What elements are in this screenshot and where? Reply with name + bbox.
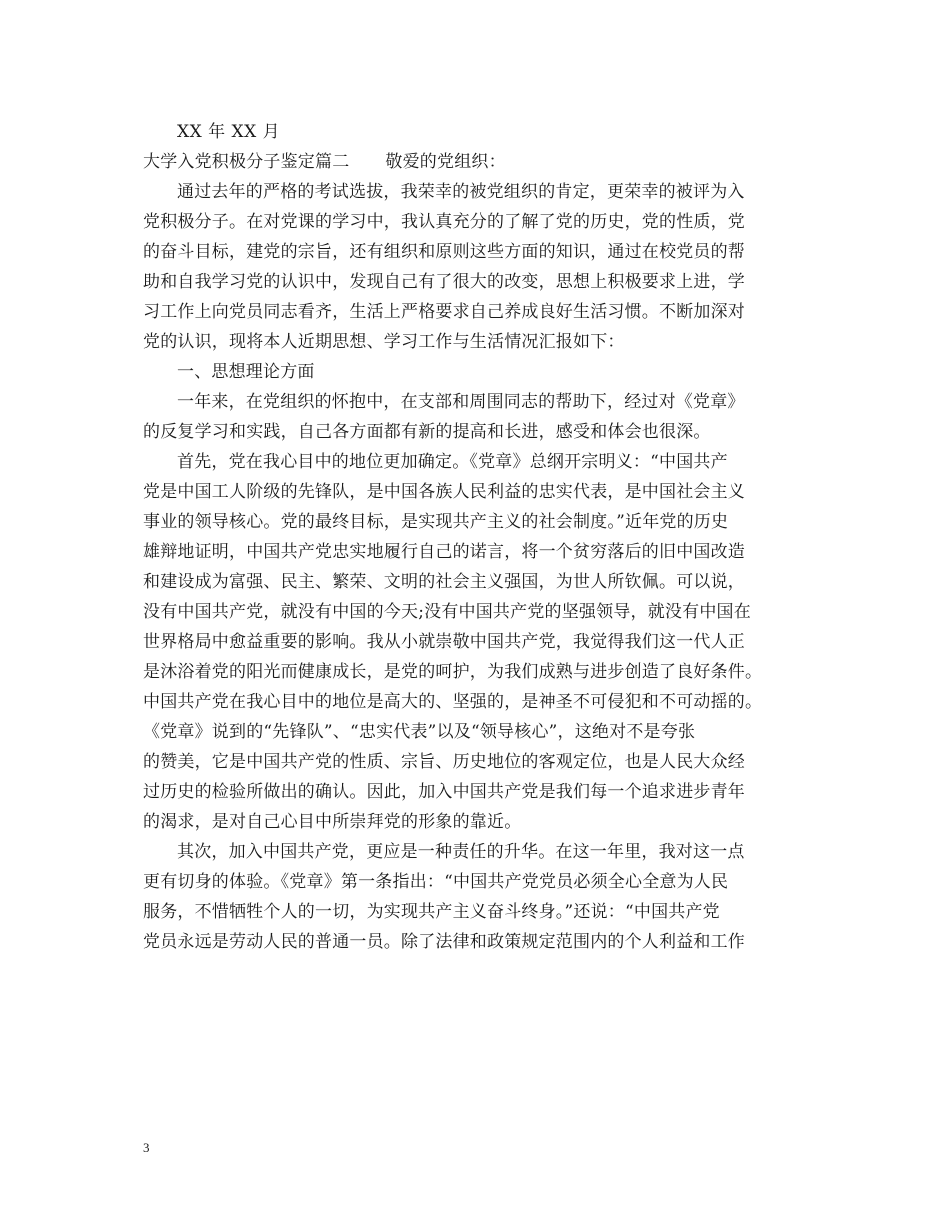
heading-line [143,147,813,177]
paragraph-line: 《党章》说到的“先锋队”、“忠实代表”以及“领导核心”，这绝对不是夸张 [143,722,696,742]
paragraph-line: 助和自我学习党的认识中，发现自己有了很大的改变，思想上积极要求上进，学 [143,272,745,292]
paragraph-line: 是沐浴着党的阳光而健康成长，是党的呵护，为我们成熟与进步创造了良好条件。 [143,662,763,682]
paragraph-line: 党是中国工人阶级的先锋队，是中国各族人民利益的忠实代表，是中国社会主义 [143,482,745,502]
salutation: 敬爱的党组织： [385,152,506,172]
document-body [143,117,813,957]
paragraph-line: 的渴求，是对自己心目中所崇拜党的形象的靠近。 [143,812,522,832]
paragraph-line: 更有切身的体验。《党章》第一条指出：“中国共产党党员必须全心全意为人民 [143,872,729,892]
paragraph-line: 首先，党在我心目中的地位更加确定。《党章》总纲开宗明义：“中国共产 [177,452,728,472]
document-heading: 大学入党积极分子鉴定篇二 [143,152,350,172]
paragraph-line: 过历史的检验所做出的确认。因此，加入中国共产党是我们每一个追求进步青年 [143,782,745,802]
paragraph-line: 中国共产党在我心目中的地位是高大的、坚强的，是神圣不可侵犯和不可动摇的。 [143,692,763,712]
date-line: XX 年 XX 月 [177,122,281,142]
paragraph-line: 党的认识，现将本人近期思想、学习工作与生活情况汇报如下： [143,332,625,352]
paragraph-line: 一年来，在党组织的怀抱中，在支部和周围同志的帮助下，经过对《党章》 [177,392,745,412]
paragraph-line: 服务，不惜牺牲个人的一切，为实现共产主义奋斗终身。”还说：“中国共产党 [143,902,720,922]
paragraph-line: 党积极分子。在对党课的学习中，我认真充分的了解了党的历史，党的性质，党 [143,212,745,232]
paragraph-line: 其次，加入中国共产党，更应是一种责任的升华。在这一年里，我对这一点 [177,842,745,862]
paragraph-line: 的赞美，它是中国共产党的性质、宗旨、历史地位的客观定位，也是人民大众经 [143,752,745,772]
paragraph-line: 事业的领导核心。党的最终目标，是实现共产主义的社会制度。”近年党的历史 [143,512,729,532]
paragraph-line: 习工作上向党员同志看齐，生活上严格要求自己养成良好生活习惯。不断加深对 [143,302,745,322]
paragraph-line: 党员永远是劳动人民的普通一员。除了法律和政策规定范围内的个人利益和工作 [143,932,745,952]
paragraph-line: 世界格局中愈益重要的影响。我从小就崇敬中国共产党，我觉得我们这一代人正 [143,632,745,652]
paragraph-line: 和建设成为富强、民主、繁荣、文明的社会主义强国，为世人所钦佩。可以说， [143,572,745,592]
section-heading: 一、思想理论方面 [177,362,315,382]
page-number: 3 [143,1140,150,1155]
paragraph-line: 的反复学习和实践，自己各方面都有新的提高和长进，感受和体会也很深。 [143,422,711,442]
paragraph-line: 的奋斗目标，建党的宗旨，还有组织和原则这些方面的知识，通过在校党员的帮 [143,242,745,262]
paragraph-line: 雄辩地证明，中国共产党忠实地履行自己的诺言，将一个贫穷落后的旧中国改造 [143,542,745,562]
paragraph-line: 没有中国共产党，就没有中国的今天;没有中国共产党的坚强领导，就没有中国在 [143,602,751,622]
paragraph-line: 通过去年的严格的考试选拔，我荣幸的被党组织的肯定，更荣幸的被评为入 [177,182,745,202]
